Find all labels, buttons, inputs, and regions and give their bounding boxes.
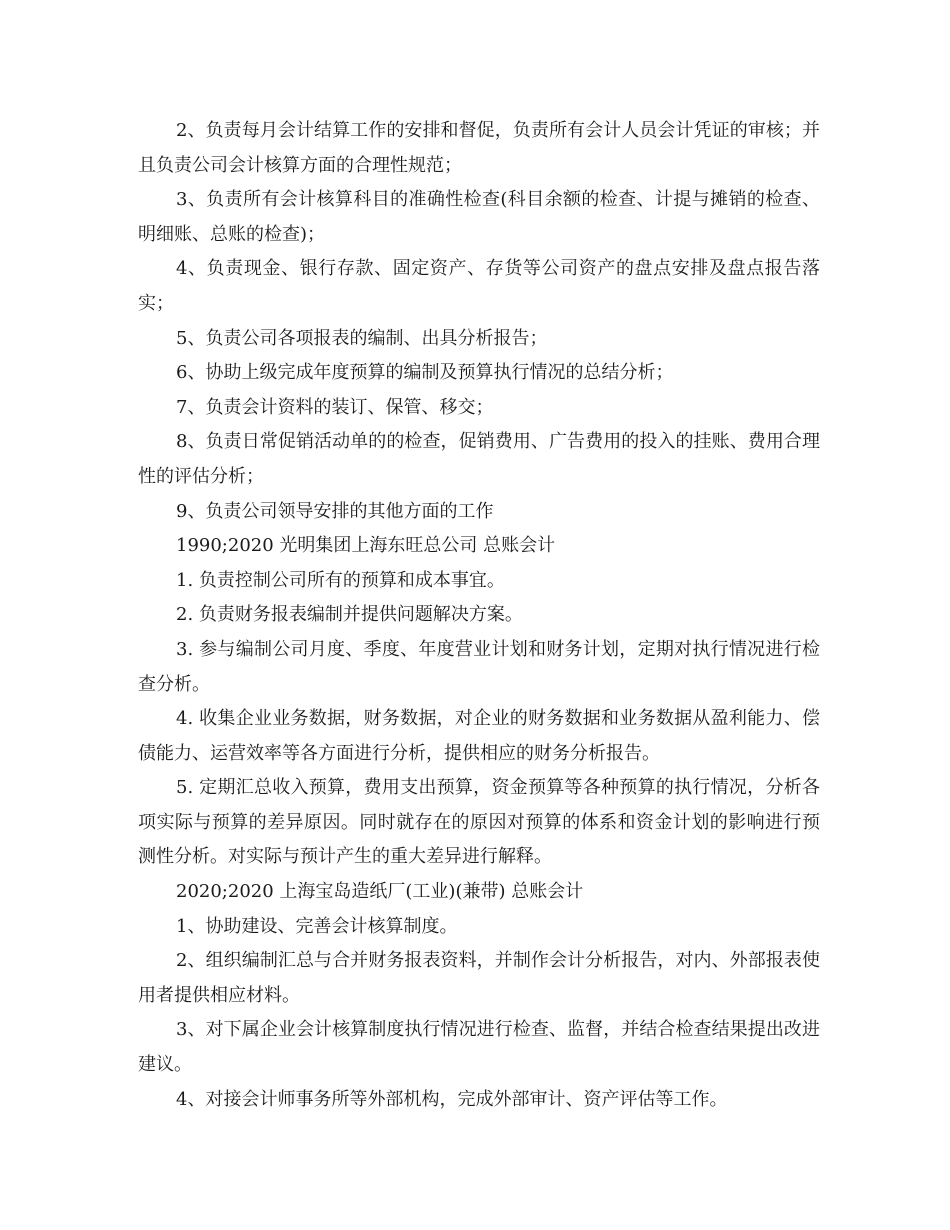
- paragraph-baodao-4: 4、对接会计师事务所等外部机构，完成外部审计、资产评估等工作。: [176, 1088, 728, 1110]
- paragraph-duty-4: 4、负责现金、银行存款、固定资产、存货等公司资产的盘点安排及盘点报告落实；: [138, 258, 820, 314]
- paragraph-duty-8: 8、负责日常促销活动单的的检查，促销费用、广告费用的投入的挂账、费用合理性的评估分析；: [138, 431, 820, 487]
- job-heading-baodao: 2020;2020 上海宝岛造纸厂(工业)(兼带) 总账会计: [176, 881, 584, 903]
- job-heading-guangming: 1990;2020 光明集团上海东旺总公司 总账会计: [176, 535, 556, 557]
- paragraph-duty-6: 6、协助上级完成年度预算的编制及预算执行情况的总结分析；: [176, 362, 674, 384]
- paragraph-duty-2: 2、负责每月会计结算工作的安排和督促，负责所有会计人员会计凭证的审核；并且负责公司会计核算方面的合理性规范；: [138, 120, 820, 176]
- paragraph-duty-7: 7、负责会计资料的装订、保管、移交；: [176, 396, 494, 418]
- paragraph-duty-3: 3、负责所有会计核算科目的准确性检查(科目余额的检查、计提与摊销的检查、明细账、总账的检查)；: [138, 189, 820, 245]
- paragraph-guangming-4: 4. 收集企业业务数据，财务数据，对企业的财务数据和业务数据从盈利能力、偿债能力、运营效率等各方面进行分析，提供相应的财务分析报告。: [138, 708, 820, 764]
- paragraph-duty-9: 9、负责公司领导安排的其他方面的工作: [176, 500, 494, 522]
- paragraph-guangming-3: 3. 参与编制公司月度、季度、年度营业计划和财务计划，定期对执行情况进行检查分析。: [138, 638, 820, 695]
- paragraph-baodao-2: 2、组织编制汇总与合并财务报表资料，并制作会计分析报告，对内、外部报表使用者提供相应材料。: [138, 950, 820, 1006]
- paragraph-guangming-2: 2. 负责财务报表编制并提供问题解决方案。: [176, 604, 523, 626]
- paragraph-duty-5: 5、负责公司各项报表的编制、出具分析报告；: [176, 327, 548, 349]
- paragraph-guangming-1: 1. 负责控制公司所有的预算和成本事宜。: [176, 569, 505, 591]
- paragraph-guangming-5: 5. 定期汇总收入预算，费用支出预算，资金预算等各种预算的执行情况，分析各项实际与预算的差异原因。同时就存在的原因对预算的体系和资金计划的影响进行预测性分析。对实际与预计产生的重大差异进行解释。: [138, 777, 820, 868]
- paragraph-baodao-3: 3、对下属企业会计核算制度执行情况进行检查、监督，并结合检查结果提出改进建议。: [138, 1019, 820, 1076]
- document-body: [138, 114, 820, 1117]
- paragraph-baodao-1: 1、协助建设、完善会计核算制度。: [176, 915, 458, 937]
